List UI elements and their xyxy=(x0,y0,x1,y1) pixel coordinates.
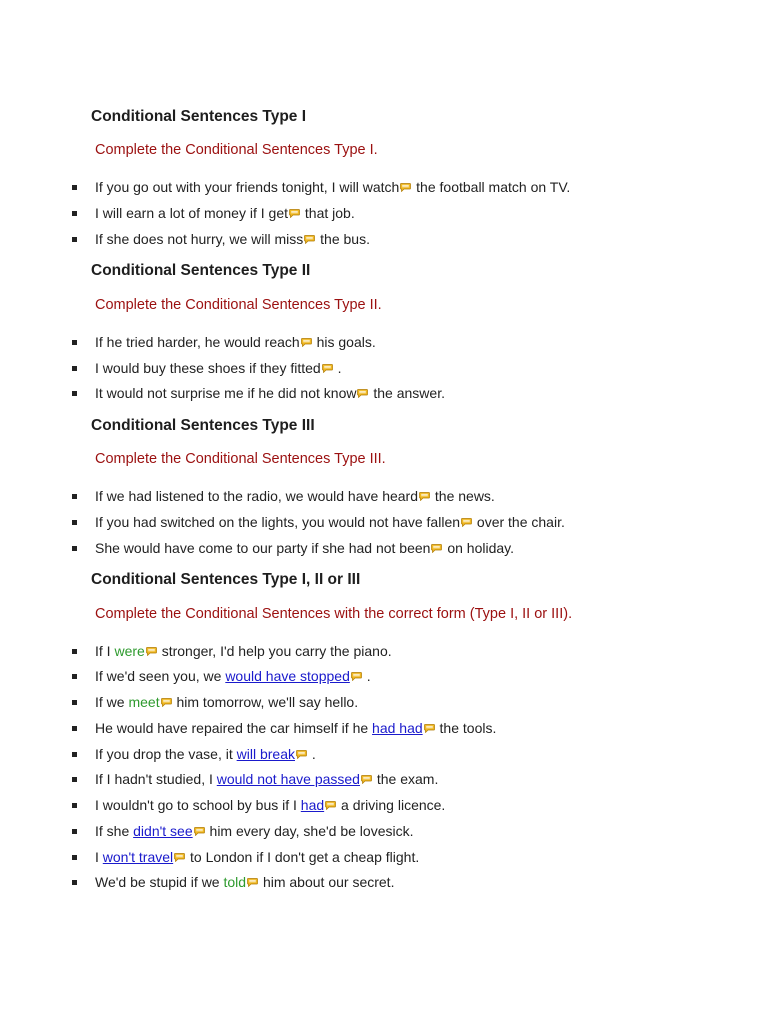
sentence-start: If he tried harder, he would xyxy=(95,334,265,350)
exercise-sentence xyxy=(95,667,371,685)
answer-word: were xyxy=(114,643,145,659)
bullet-marker xyxy=(72,700,77,705)
sentence-end: him about our secret. xyxy=(259,874,395,890)
sentence-end: the bus. xyxy=(316,231,370,247)
speech-bubble-hint-icon[interactable] xyxy=(361,775,372,784)
sentence-end: to London if I don't get a cheap flight. xyxy=(186,849,420,865)
sentence-start: He would have repaired the car himself if he xyxy=(95,720,373,736)
bullet-marker xyxy=(72,752,77,757)
section-1-instruction: Complete the Conditional Sentences Type I. xyxy=(95,142,378,158)
answer-word: get xyxy=(268,205,288,221)
speech-bubble-hint-icon[interactable] xyxy=(357,389,368,398)
exercise-sentence xyxy=(95,848,419,866)
speech-bubble-hint-icon[interactable] xyxy=(431,544,442,553)
exercise-item xyxy=(0,796,768,816)
answer-word: fallen xyxy=(426,514,461,530)
sentence-end: on holiday. xyxy=(443,540,515,556)
answer-word: watch xyxy=(362,179,400,195)
answer-word[interactable]: will break xyxy=(236,746,295,762)
exercise-sentence xyxy=(95,770,438,788)
exercise-item xyxy=(0,770,768,790)
sentence-start: It would not surprise me if he did not xyxy=(95,385,324,401)
exercise-sentence xyxy=(95,384,445,402)
speech-bubble-hint-icon[interactable] xyxy=(194,827,205,836)
section-2-instruction: Complete the Conditional Sentences Type II. xyxy=(95,297,382,313)
sentence-start: If you go out with your friends tonight, I will xyxy=(95,179,363,195)
sentence-start: I xyxy=(95,849,103,865)
exercise-item xyxy=(0,384,768,404)
exercise-sentence xyxy=(95,487,495,505)
sentence-start: If you drop the vase, it xyxy=(95,746,237,762)
bullet-marker xyxy=(72,340,77,345)
bullet-marker xyxy=(72,829,77,834)
answer-word: fitted xyxy=(290,360,321,376)
speech-bubble-hint-icon[interactable] xyxy=(424,724,435,733)
exercise-sentence xyxy=(95,796,445,814)
exercise-sentence xyxy=(95,333,376,351)
sentence-end: over the chair. xyxy=(473,514,565,530)
answer-word[interactable]: would not have passed xyxy=(216,771,360,787)
exercise-item xyxy=(0,822,768,842)
answer-word[interactable]: didn't see xyxy=(133,823,193,839)
bullet-marker xyxy=(72,777,77,782)
sentence-start: I will earn a lot of money if I xyxy=(95,205,269,221)
exercise-sentence xyxy=(95,359,341,377)
exercise-sentence xyxy=(95,230,370,248)
exercise-sentence xyxy=(95,873,394,891)
speech-bubble-hint-icon[interactable] xyxy=(461,518,472,527)
exercise-item xyxy=(0,204,768,224)
section-4-instruction: Complete the Conditional Sentences with the correct form (Type I, II or III). xyxy=(95,606,573,622)
sentence-end: him tomorrow, we'll say hello. xyxy=(172,694,359,710)
exercise-sentence xyxy=(95,204,355,222)
exercise-item xyxy=(0,513,768,533)
exercise-sentence xyxy=(95,822,413,840)
exercise-item xyxy=(0,719,768,739)
speech-bubble-hint-icon[interactable] xyxy=(322,364,333,373)
bullet-marker xyxy=(72,185,77,190)
bullet-marker xyxy=(72,855,77,860)
exercise-sentence xyxy=(95,719,496,737)
sentence-start: If we had listened to the radio, we would have xyxy=(95,488,383,504)
speech-bubble-hint-icon[interactable] xyxy=(400,183,411,192)
exercise-item xyxy=(0,667,768,687)
bullet-marker xyxy=(72,880,77,885)
sentence-start: If we'd seen you, we xyxy=(95,668,226,684)
sentence-end: the news. xyxy=(431,488,495,504)
sentence-end: that job. xyxy=(301,205,355,221)
sentence-start: If she xyxy=(95,823,134,839)
section-3-instruction: Complete the Conditional Sentences Type III. xyxy=(95,451,386,467)
sentence-end: the exam. xyxy=(372,771,439,787)
speech-bubble-hint-icon[interactable] xyxy=(325,801,336,810)
answer-word: know xyxy=(323,385,357,401)
answer-word[interactable]: had had xyxy=(372,720,423,736)
sentence-end: stronger, I'd help you carry the piano. xyxy=(157,643,392,659)
section-4-heading: Conditional Sentences Type I, II or III xyxy=(91,571,361,588)
bullet-marker xyxy=(72,726,77,731)
sentence-start: I would buy these shoes if they xyxy=(95,360,291,376)
exercise-item xyxy=(0,178,768,198)
sentence-end: him every day, she'd be lovesick. xyxy=(205,823,414,839)
sentence-end: . xyxy=(333,360,342,376)
speech-bubble-hint-icon[interactable] xyxy=(174,853,185,862)
speech-bubble-hint-icon[interactable] xyxy=(247,878,258,887)
exercise-item xyxy=(0,230,768,250)
sentence-end: . xyxy=(362,668,371,684)
bullet-marker xyxy=(72,674,77,679)
bullet-marker xyxy=(72,391,77,396)
exercise-item xyxy=(0,539,768,559)
sentence-start: If she does not hurry, we will xyxy=(95,231,275,247)
section-2-heading: Conditional Sentences Type II xyxy=(91,262,311,279)
bullet-marker xyxy=(72,803,77,808)
sentence-end: the football match on TV. xyxy=(412,179,571,195)
sentence-end: . xyxy=(308,746,316,762)
answer-word[interactable]: had xyxy=(300,797,325,813)
speech-bubble-hint-icon[interactable] xyxy=(301,338,312,347)
bullet-marker xyxy=(72,546,77,551)
bullet-marker xyxy=(72,520,77,525)
bullet-marker xyxy=(72,211,77,216)
sentence-start: If I xyxy=(95,643,115,659)
sentence-start: If I hadn't studied, I xyxy=(95,771,217,787)
exercise-item xyxy=(0,693,768,713)
bullet-marker xyxy=(72,494,77,499)
sentence-start: She would have come to our party if she had not xyxy=(95,540,400,556)
answer-word[interactable]: won't travel xyxy=(102,849,174,865)
answer-word: meet xyxy=(128,694,160,710)
exercise-item xyxy=(0,333,768,353)
bullet-marker xyxy=(72,366,77,371)
sentence-start: We'd be stupid if we xyxy=(95,874,224,890)
answer-word: been xyxy=(399,540,431,556)
sentence-end: the tools. xyxy=(435,720,497,736)
answer-word: miss xyxy=(274,231,304,247)
sentence-end: his goals. xyxy=(312,334,376,350)
answer-word: reach xyxy=(264,334,300,350)
speech-bubble-hint-icon[interactable] xyxy=(146,647,157,656)
sentence-end: a driving licence. xyxy=(337,797,446,813)
exercise-sentence xyxy=(95,693,358,711)
exercise-item xyxy=(0,487,768,507)
exercise-item xyxy=(0,359,768,379)
exercise-sentence xyxy=(95,513,565,531)
exercise-item xyxy=(0,642,768,662)
speech-bubble-hint-icon[interactable] xyxy=(304,235,315,244)
speech-bubble-hint-icon[interactable] xyxy=(351,672,362,681)
answer-word[interactable]: would have stopped xyxy=(225,668,350,684)
speech-bubble-hint-icon[interactable] xyxy=(161,698,172,707)
answer-word: heard xyxy=(382,488,418,504)
sentence-start: If we xyxy=(95,694,129,710)
exercise-item xyxy=(0,745,768,765)
exercise-sentence xyxy=(95,745,316,763)
exercise-sentence xyxy=(95,642,392,660)
answer-word: told xyxy=(223,874,247,890)
sentence-start: If you had switched on the lights, you would not have xyxy=(95,514,427,530)
bullet-marker xyxy=(72,649,77,654)
sentence-end: the answer. xyxy=(369,385,445,401)
exercise-sentence xyxy=(95,539,514,557)
speech-bubble-hint-icon[interactable] xyxy=(289,209,300,218)
section-3-heading: Conditional Sentences Type III xyxy=(91,417,315,434)
speech-bubble-hint-icon[interactable] xyxy=(419,492,430,501)
exercise-item xyxy=(0,873,768,893)
exercise-sentence xyxy=(95,178,570,196)
section-1-heading: Conditional Sentences Type I xyxy=(91,108,307,125)
speech-bubble-hint-icon[interactable] xyxy=(296,750,307,759)
sentence-start: I wouldn't go to school by bus if I xyxy=(95,797,301,813)
bullet-marker xyxy=(72,237,77,242)
exercise-item xyxy=(0,848,768,868)
